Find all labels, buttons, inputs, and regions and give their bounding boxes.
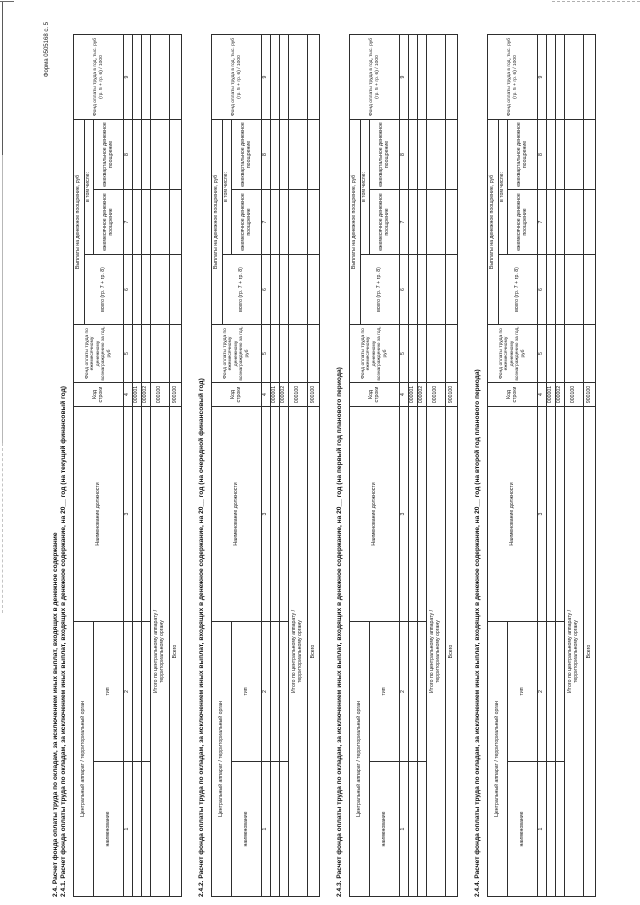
empty-data-cell xyxy=(280,622,289,762)
empty-data-cell xyxy=(289,34,308,119)
grand-total-label-cell: Всего xyxy=(170,407,182,897)
empty-data-cell xyxy=(308,119,320,189)
empty-data-cell xyxy=(280,407,289,622)
page-corner-tick xyxy=(0,1,14,2)
header-total-col: всего (гр. 7 + гр. 8) xyxy=(223,255,262,325)
empty-data-cell xyxy=(271,325,280,383)
column-number-cell: 4 xyxy=(262,383,271,407)
salary-table-2 xyxy=(211,34,320,897)
header-quarterly-bonus: ежеквартальное денежное поощрение xyxy=(94,119,124,189)
empty-data-cell xyxy=(565,255,584,325)
empty-data-cell xyxy=(142,762,151,897)
data-row xyxy=(547,34,556,896)
header-quarterly-bonus: ежеквартальное денежное поощрение xyxy=(370,119,400,189)
header-fund-monthly-remuneration: Фонд оплаты труда по ежемесячному денежному вознаграждению за год, руб xyxy=(488,325,538,383)
section-heading: 2.4.1. Расчет фонда оплаты труда по окладам, за исключением иных выплат, входящих в денежное содержание, на 20__ год (на текущий финансовый год) xyxy=(60,385,67,897)
empty-data-cell xyxy=(308,255,320,325)
empty-data-cell xyxy=(547,325,556,383)
subtotal-label-cell xyxy=(151,407,170,897)
column-number-cell: 7 xyxy=(124,190,133,255)
page-edge-dashed-mark xyxy=(2,443,3,613)
subtotal-row xyxy=(289,34,308,896)
empty-data-cell xyxy=(584,325,596,383)
empty-data-cell xyxy=(556,255,565,325)
header-bonus-payments-group: Выплаты на денежное поощрение, руб xyxy=(212,119,223,324)
grand-total-row xyxy=(308,34,320,896)
column-number-cell: 1 xyxy=(400,762,409,897)
empty-data-cell xyxy=(280,762,289,897)
empty-data-cell xyxy=(547,762,556,897)
column-number-cell: 7 xyxy=(262,190,271,255)
empty-data-cell xyxy=(409,119,418,189)
column-number-cell: 2 xyxy=(400,622,409,762)
subtotal-label-cell xyxy=(427,407,446,897)
empty-data-cell xyxy=(308,325,320,383)
header-fund-monthly-remuneration: Фонд оплаты труда по ежемесячному денежному вознаграждению за год, руб xyxy=(350,325,400,383)
column-number-cell: 6 xyxy=(538,255,547,325)
empty-data-cell xyxy=(142,119,151,189)
empty-data-cell xyxy=(409,34,418,119)
data-row xyxy=(409,34,418,896)
empty-data-cell xyxy=(133,622,142,762)
column-number-cell: 6 xyxy=(400,255,409,325)
subtotal-row xyxy=(151,34,170,896)
column-number-cell: 9 xyxy=(262,34,271,119)
column-number-cell: 2 xyxy=(538,622,547,762)
empty-data-cell xyxy=(133,119,142,189)
empty-data-cell xyxy=(289,325,308,383)
empty-data-cell xyxy=(547,190,556,255)
empty-data-cell xyxy=(170,325,182,383)
column-number-cell: 9 xyxy=(400,34,409,119)
line-code-cell: 900100 xyxy=(170,383,182,407)
empty-data-cell xyxy=(556,190,565,255)
header-fund-per-year: Фонд оплаты труда в год, тыс. руб (гр. 5 + гр. 6) / 1000 xyxy=(350,34,400,119)
salary-table-1 xyxy=(73,34,182,897)
grand-total-label-cell: Всего xyxy=(446,407,458,897)
empty-data-cell xyxy=(446,119,458,189)
header-org-type: тип xyxy=(370,622,400,762)
line-code-cell: 900100 xyxy=(446,383,458,407)
empty-data-cell xyxy=(418,190,427,255)
header-org-name: наименование xyxy=(94,762,124,897)
empty-data-cell xyxy=(584,255,596,325)
header-line-code: Код строки xyxy=(488,383,538,407)
subtotal-label: Итого по центральному аппарату / территориальному органу xyxy=(291,609,303,694)
header-central-apparatus: Центральный аппарат / территориальный орган xyxy=(74,622,94,897)
line-code-cell: 000001 xyxy=(133,383,142,407)
empty-data-cell xyxy=(271,190,280,255)
column-number-cell: 1 xyxy=(262,762,271,897)
line-code-cell: 900100 xyxy=(584,383,596,407)
column-number-cell: 7 xyxy=(400,190,409,255)
empty-data-cell xyxy=(133,325,142,383)
empty-data-cell xyxy=(142,255,151,325)
empty-data-cell xyxy=(409,622,418,762)
data-row xyxy=(142,34,151,896)
header-fund-per-year: Фонд оплаты труда в год, тыс. руб (гр. 5 + гр. 6) / 1000 xyxy=(74,34,124,119)
subtotal-label: Итого по центральному аппарату / территориальному органу xyxy=(153,609,165,694)
grand-total-row xyxy=(170,34,182,896)
empty-data-cell xyxy=(151,119,170,189)
header-including: в том числе: xyxy=(85,119,94,254)
empty-data-cell xyxy=(133,762,142,897)
column-number-cell: 3 xyxy=(538,407,547,622)
header-including: в том числе: xyxy=(361,119,370,254)
header-central-apparatus: Центральный аппарат / территориальный орган xyxy=(212,622,232,897)
empty-data-cell xyxy=(547,34,556,119)
line-code-cell: 000002 xyxy=(556,383,565,407)
line-code-cell: 000001 xyxy=(409,383,418,407)
empty-data-cell xyxy=(142,34,151,119)
line-code-cell: 000100 xyxy=(565,383,584,407)
empty-data-cell xyxy=(427,325,446,383)
header-monthly-bonus: ежемесячное денежное поощрение xyxy=(370,190,400,255)
salary-table-3 xyxy=(349,34,458,897)
line-code-cell: 900100 xyxy=(308,383,320,407)
empty-data-cell xyxy=(547,407,556,622)
header-fund-per-year: Фонд оплаты труда в год, тыс. руб (гр. 5 + гр. 6) / 1000 xyxy=(488,34,538,119)
line-code-cell: 000100 xyxy=(427,383,446,407)
empty-data-cell xyxy=(446,255,458,325)
header-position: Наименование должности xyxy=(74,407,124,622)
line-code-cell: 000002 xyxy=(142,383,151,407)
empty-data-cell xyxy=(556,119,565,189)
header-fund-monthly-remuneration: Фонд оплаты труда по ежемесячному денежному вознаграждению за год, руб xyxy=(212,325,262,383)
line-code-cell: 000001 xyxy=(547,383,556,407)
header-bonus-payments-group: Выплаты на денежное поощрение, руб xyxy=(488,119,499,324)
column-number-cell: 8 xyxy=(538,119,547,189)
line-code-cell: 000100 xyxy=(151,383,170,407)
subtotal-label: Итого по центральному аппарату / территориальному органу xyxy=(429,609,441,694)
empty-data-cell xyxy=(565,325,584,383)
empty-data-cell xyxy=(271,762,280,897)
column-number-cell: 1 xyxy=(538,762,547,897)
header-bonus-payments-group: Выплаты на денежное поощрение, руб xyxy=(74,119,85,324)
empty-data-cell xyxy=(280,325,289,383)
section-heading: 2.4.2. Расчет фонда оплаты труда по окладам, за исключением иных выплат, входящих в денежное содержание, на 20__ год (на очередной финансовый год) xyxy=(198,378,205,897)
form-number-label: Форма 0505168 с. 5 xyxy=(44,22,50,78)
grand-total-label-cell: Всего xyxy=(308,407,320,897)
empty-data-cell xyxy=(280,190,289,255)
empty-data-cell xyxy=(418,255,427,325)
header-line-code: Код строки xyxy=(212,383,262,407)
empty-data-cell xyxy=(418,119,427,189)
grand-total-row xyxy=(446,34,458,896)
column-numbers-row xyxy=(262,34,271,896)
empty-data-cell xyxy=(151,190,170,255)
empty-data-cell xyxy=(427,190,446,255)
form-content xyxy=(52,7,596,897)
empty-data-cell xyxy=(584,190,596,255)
column-number-cell: 4 xyxy=(538,383,547,407)
empty-data-cell xyxy=(170,190,182,255)
header-org-type: тип xyxy=(508,622,538,762)
empty-data-cell xyxy=(446,325,458,383)
empty-data-cell xyxy=(565,119,584,189)
empty-data-cell xyxy=(151,255,170,325)
column-number-cell: 5 xyxy=(262,325,271,383)
empty-data-cell xyxy=(556,325,565,383)
page-edge-dashed-mark xyxy=(552,1,640,2)
empty-data-cell xyxy=(142,325,151,383)
empty-data-cell xyxy=(418,762,427,897)
column-number-cell: 5 xyxy=(538,325,547,383)
empty-data-cell xyxy=(446,190,458,255)
empty-data-cell xyxy=(584,119,596,189)
column-number-cell: 2 xyxy=(262,622,271,762)
line-code-cell: 000002 xyxy=(280,383,289,407)
header-including: в том числе: xyxy=(499,119,508,254)
column-number-cell: 6 xyxy=(124,255,133,325)
empty-data-cell xyxy=(289,190,308,255)
empty-data-cell xyxy=(547,255,556,325)
empty-data-cell xyxy=(409,762,418,897)
empty-data-cell xyxy=(151,325,170,383)
column-number-cell: 2 xyxy=(124,622,133,762)
empty-data-cell xyxy=(308,190,320,255)
empty-data-cell xyxy=(446,34,458,119)
empty-data-cell xyxy=(556,762,565,897)
header-quarterly-bonus: ежеквартальное денежное поощрение xyxy=(232,119,262,189)
empty-data-cell xyxy=(271,622,280,762)
header-position: Наименование должности xyxy=(488,407,538,622)
empty-data-cell xyxy=(289,255,308,325)
header-org-name: наименование xyxy=(232,762,262,897)
header-fund-monthly-remuneration: Фонд оплаты труда по ежемесячному денежному вознаграждению за год, руб xyxy=(74,325,124,383)
empty-data-cell xyxy=(556,407,565,622)
column-number-cell: 6 xyxy=(262,255,271,325)
empty-data-cell xyxy=(418,622,427,762)
empty-data-cell xyxy=(427,119,446,189)
header-org-name: наименование xyxy=(508,762,538,897)
empty-data-cell xyxy=(418,34,427,119)
header-org-type: тип xyxy=(94,622,124,762)
header-monthly-bonus: ежемесячное денежное поощрение xyxy=(508,190,538,255)
column-number-cell: 3 xyxy=(262,407,271,622)
column-number-cell: 5 xyxy=(124,325,133,383)
empty-data-cell xyxy=(409,325,418,383)
header-monthly-bonus: ежемесячное денежное поощрение xyxy=(232,190,262,255)
empty-data-cell xyxy=(409,407,418,622)
empty-data-cell xyxy=(142,407,151,622)
subtotal-label: Итого по центральному аппарату / территориальному органу xyxy=(567,609,579,694)
empty-data-cell xyxy=(133,407,142,622)
subtotal-row xyxy=(427,34,446,896)
subtotal-label-cell xyxy=(289,407,308,897)
data-row xyxy=(133,34,142,896)
header-row-1 xyxy=(212,34,223,896)
data-row xyxy=(418,34,427,896)
column-numbers-row xyxy=(124,34,133,896)
column-number-cell: 8 xyxy=(262,119,271,189)
header-position: Наименование должности xyxy=(212,407,262,622)
column-number-cell: 3 xyxy=(124,407,133,622)
column-number-cell: 9 xyxy=(538,34,547,119)
column-number-cell: 4 xyxy=(400,383,409,407)
header-row-1 xyxy=(488,34,499,896)
empty-data-cell xyxy=(271,407,280,622)
header-position: Наименование должности xyxy=(350,407,400,622)
empty-data-cell xyxy=(547,622,556,762)
empty-data-cell xyxy=(142,622,151,762)
empty-data-cell xyxy=(280,255,289,325)
empty-data-cell xyxy=(418,407,427,622)
line-code-cell: 000002 xyxy=(418,383,427,407)
section-heading: 2.4. Расчет фонда оплаты труда по окладам, за исключением иных выплат, входящих в денежное содержание xyxy=(52,532,59,897)
data-row xyxy=(280,34,289,896)
empty-data-cell xyxy=(280,34,289,119)
empty-data-cell xyxy=(565,34,584,119)
header-fund-per-year: Фонд оплаты труда в год, тыс. руб (гр. 5 + гр. 6) / 1000 xyxy=(212,34,262,119)
empty-data-cell xyxy=(170,255,182,325)
grand-total-label-cell: Всего xyxy=(584,407,596,897)
empty-data-cell xyxy=(409,190,418,255)
header-central-apparatus: Центральный аппарат / территориальный орган xyxy=(350,622,370,897)
empty-data-cell xyxy=(271,119,280,189)
column-numbers-row xyxy=(400,34,409,896)
header-org-type: тип xyxy=(232,622,262,762)
header-row-1 xyxy=(74,34,85,896)
empty-data-cell xyxy=(133,34,142,119)
empty-data-cell xyxy=(556,34,565,119)
empty-data-cell xyxy=(418,325,427,383)
header-quarterly-bonus: ежеквартальное денежное поощрение xyxy=(508,119,538,189)
column-number-cell: 1 xyxy=(124,762,133,897)
line-code-cell: 000001 xyxy=(271,383,280,407)
data-row xyxy=(556,34,565,896)
empty-data-cell xyxy=(271,34,280,119)
column-number-cell: 9 xyxy=(124,34,133,119)
empty-data-cell xyxy=(170,119,182,189)
header-org-name: наименование xyxy=(370,762,400,897)
column-numbers-row xyxy=(538,34,547,896)
column-number-cell: 7 xyxy=(538,190,547,255)
line-code-cell: 000100 xyxy=(289,383,308,407)
column-number-cell: 5 xyxy=(400,325,409,383)
empty-data-cell xyxy=(280,119,289,189)
page-edge-mark xyxy=(2,2,3,155)
page-edge-mark xyxy=(2,155,3,443)
empty-data-cell xyxy=(547,119,556,189)
header-line-code: Код строки xyxy=(350,383,400,407)
salary-table-4 xyxy=(487,34,596,897)
empty-data-cell xyxy=(308,34,320,119)
empty-data-cell xyxy=(133,190,142,255)
section-heading: 2.4.4. Расчет фонда оплаты труда по окладам, за исключением иных выплат, входящих в денежное содержание, на 20__ год (на второй год планового периода) xyxy=(474,369,481,897)
section-heading: 2.4.3. Расчет фонда оплаты труда по окладам, за исключением иных выплат, входящих в денежное содержание, на 20__ год (на первый год планового периода) xyxy=(336,367,343,897)
column-number-cell: 8 xyxy=(400,119,409,189)
empty-data-cell xyxy=(289,119,308,189)
column-number-cell: 3 xyxy=(400,407,409,622)
header-row-1 xyxy=(350,34,361,896)
header-total-col: всего (гр. 7 + гр. 8) xyxy=(85,255,124,325)
empty-data-cell xyxy=(556,622,565,762)
header-including: в том числе: xyxy=(223,119,232,254)
column-number-cell: 4 xyxy=(124,383,133,407)
header-central-apparatus: Центральный аппарат / территориальный орган xyxy=(488,622,508,897)
header-total-col: всего (гр. 7 + гр. 8) xyxy=(499,255,538,325)
empty-data-cell xyxy=(584,34,596,119)
empty-data-cell xyxy=(151,34,170,119)
header-bonus-payments-group: Выплаты на денежное поощрение, руб xyxy=(350,119,361,324)
empty-data-cell xyxy=(427,34,446,119)
empty-data-cell xyxy=(565,190,584,255)
empty-data-cell xyxy=(133,255,142,325)
column-number-cell: 8 xyxy=(124,119,133,189)
empty-data-cell xyxy=(170,34,182,119)
empty-data-cell xyxy=(409,255,418,325)
empty-data-cell xyxy=(271,255,280,325)
empty-data-cell xyxy=(142,190,151,255)
subtotal-label-cell xyxy=(565,407,584,897)
grand-total-row xyxy=(584,34,596,896)
header-total-col: всего (гр. 7 + гр. 8) xyxy=(361,255,400,325)
data-row xyxy=(271,34,280,896)
header-line-code: Код строки xyxy=(74,383,124,407)
header-monthly-bonus: ежемесячное денежное поощрение xyxy=(94,190,124,255)
empty-data-cell xyxy=(427,255,446,325)
subtotal-row xyxy=(565,34,584,896)
